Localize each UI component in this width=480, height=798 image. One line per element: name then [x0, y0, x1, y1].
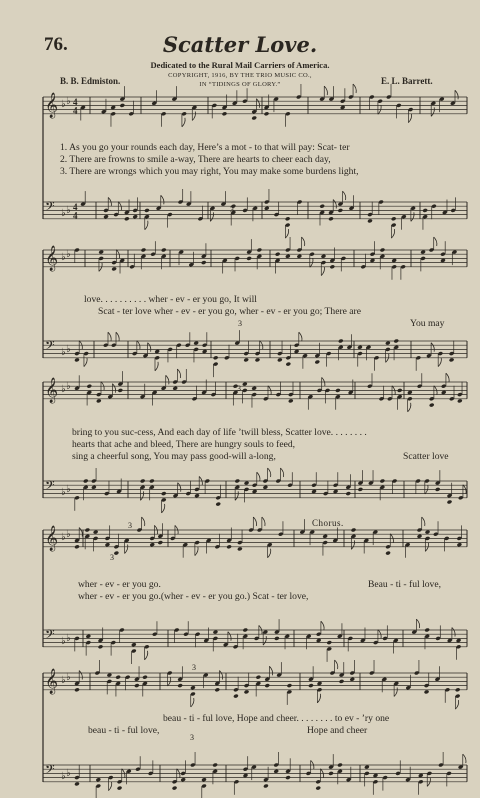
note-flag — [391, 229, 394, 238]
note-flag — [148, 343, 151, 352]
composer: E. L. Barrett. — [381, 76, 433, 86]
verse-3: 3. There are wrongs which you may right, You may make some burdens light, — [60, 166, 359, 177]
flat-sign: ♭ — [66, 529, 71, 540]
note-flag — [253, 517, 256, 526]
notehead — [287, 683, 293, 688]
notehead — [243, 773, 249, 778]
note-flag — [343, 191, 346, 200]
note-flag — [335, 660, 338, 669]
hymn-title: Scatter Love. — [162, 32, 318, 57]
notehead — [131, 642, 137, 647]
time-sig-top: 4 — [73, 97, 78, 107]
note-flag — [438, 358, 441, 367]
notehead — [244, 481, 250, 486]
note-flag — [285, 229, 288, 238]
notehead — [237, 546, 243, 551]
clef-treble: 𝄞 — [45, 246, 59, 271]
note-flag — [161, 195, 164, 204]
note-flag — [140, 491, 143, 500]
notehead — [351, 528, 357, 533]
flat-sign: ♭ — [61, 636, 66, 647]
notehead — [172, 786, 178, 791]
notehead — [308, 683, 314, 688]
flat-sign: ♭ — [61, 771, 66, 782]
notehead — [385, 341, 391, 346]
notehead — [418, 773, 424, 778]
notehead — [124, 216, 130, 221]
clef-treble: 𝄞 — [45, 378, 59, 403]
flat-sign: ♭ — [61, 347, 66, 358]
note-flag — [321, 621, 324, 630]
notehead — [149, 542, 155, 547]
note-flag — [408, 403, 411, 412]
verse-1: 1. As you go your rounds each day, Here’s a mot - to that will pay: Scat- ter — [60, 142, 350, 153]
note-flag — [108, 332, 111, 341]
notehead — [345, 491, 351, 496]
notehead — [424, 628, 430, 633]
flat-sign: ♭ — [66, 205, 71, 216]
notehead — [257, 248, 263, 253]
notehead — [172, 386, 178, 391]
notehead — [322, 534, 328, 539]
notehead — [201, 777, 207, 782]
notehead — [96, 398, 102, 403]
notehead — [314, 360, 320, 365]
time-sig-top: 4 — [73, 202, 78, 212]
note-flag — [351, 540, 354, 549]
note-flag — [455, 90, 458, 99]
notehead — [338, 339, 344, 344]
note-flag — [411, 212, 414, 221]
notehead — [117, 786, 123, 791]
note-flag — [142, 517, 145, 526]
notehead — [440, 258, 446, 263]
notehead — [263, 784, 269, 789]
note-flag — [155, 362, 158, 371]
notehead — [120, 103, 126, 108]
note-flag — [431, 343, 434, 352]
notehead — [107, 673, 113, 678]
note-flag — [280, 468, 283, 477]
notehead — [264, 206, 270, 211]
notehead — [161, 248, 167, 253]
notehead — [315, 786, 321, 791]
sys5-line2b: Hope and cheer — [307, 725, 368, 736]
note-flag — [182, 118, 185, 127]
note-flag — [162, 504, 165, 513]
notehead — [86, 634, 92, 639]
notehead — [425, 530, 431, 535]
notehead — [255, 357, 261, 362]
notehead — [118, 388, 124, 393]
note-flag — [394, 688, 397, 697]
notehead — [142, 675, 148, 680]
flat-sign: ♭ — [66, 672, 71, 683]
notehead — [435, 487, 441, 492]
flat-sign: ♭ — [66, 484, 71, 495]
notehead — [233, 694, 239, 699]
sys4-line1: wher - ev - er you go. — [78, 579, 161, 590]
notehead — [110, 105, 116, 110]
copyright-line1: COPYRIGHT, 1916, BY THE TRIO MUSIC CO., — [168, 72, 312, 79]
notehead — [161, 491, 167, 496]
note-flag — [422, 517, 425, 526]
notehead — [429, 403, 435, 408]
sys3-line1: bring to you suc-cess, And each day of life ’twill bless, Scatter love. . . . . . . . — [72, 427, 367, 438]
notehead — [83, 479, 89, 484]
notehead — [337, 763, 343, 768]
note-flag — [317, 694, 320, 703]
lyricist: B. B. Edmiston. — [60, 76, 121, 86]
notehead — [95, 777, 101, 782]
note-flag — [446, 373, 449, 382]
notehead — [180, 777, 186, 782]
notehead — [154, 349, 160, 354]
note-flag — [210, 212, 213, 221]
note-flag — [408, 114, 411, 123]
notehead — [157, 540, 163, 545]
notehead — [132, 214, 138, 219]
sys2-line3: You may — [410, 318, 445, 329]
verse-2: 2. There are frowns to smile a-way, There are hearts to cheer each day, — [60, 154, 331, 165]
notehead — [222, 111, 228, 116]
flat-sign: ♭ — [66, 96, 71, 107]
clef-treble: 𝄞 — [45, 93, 59, 118]
notehead — [335, 388, 341, 393]
notehead — [288, 398, 294, 403]
notehead — [424, 689, 430, 694]
notehead — [297, 254, 303, 259]
notehead — [339, 679, 345, 684]
note-flag — [268, 468, 271, 477]
notehead — [316, 638, 322, 643]
notehead — [328, 216, 334, 221]
clef-bass: 𝄢 — [45, 338, 55, 356]
note-flag — [321, 267, 324, 276]
clef-bass: 𝄢 — [45, 199, 55, 217]
notehead — [74, 544, 80, 549]
flat-sign: ♭ — [61, 487, 66, 498]
notehead — [115, 675, 121, 680]
notehead — [397, 388, 403, 393]
flat-sign: ♭ — [61, 252, 66, 263]
notehead — [194, 493, 200, 498]
notehead — [457, 542, 463, 547]
notehead — [226, 544, 232, 549]
triplet-mark: 3 — [110, 553, 114, 562]
notehead — [213, 630, 219, 635]
notehead — [103, 214, 109, 219]
notehead — [391, 216, 397, 221]
notehead — [274, 636, 280, 641]
notehead — [370, 258, 376, 263]
note-flag — [79, 671, 82, 680]
time-sig-bottom: 4 — [73, 210, 78, 221]
triplet-mark: 3 — [237, 384, 241, 393]
sys4-line2: wher - ev - er you go.(wher - ev - er you go.) Scat - ter love, — [78, 591, 309, 602]
note-flag — [463, 754, 466, 763]
notehead — [364, 765, 370, 770]
flat-sign: ♭ — [61, 99, 66, 110]
flat-sign: ♭ — [61, 208, 66, 219]
note-flag — [191, 698, 194, 707]
notehead — [105, 542, 111, 547]
clef-bass: 𝄢 — [45, 478, 55, 496]
note-flag — [84, 358, 87, 367]
flat-sign: ♭ — [66, 249, 71, 260]
triplet-mark: 3 — [230, 205, 234, 214]
note-flag — [257, 472, 260, 481]
notehead — [111, 266, 117, 271]
notehead — [333, 489, 339, 494]
note-flag — [235, 491, 238, 500]
notehead — [98, 644, 104, 649]
notehead — [215, 502, 221, 507]
notehead — [329, 264, 335, 269]
notehead — [456, 638, 462, 643]
notehead — [214, 687, 220, 692]
notehead — [252, 489, 258, 494]
notehead — [357, 345, 363, 350]
flat-sign: ♭ — [66, 344, 71, 355]
note-flag — [177, 369, 180, 378]
notehead — [349, 677, 355, 682]
note-flag — [178, 483, 181, 492]
note-flag — [192, 112, 195, 121]
notehead — [455, 687, 461, 692]
note-flag — [431, 107, 434, 116]
notehead — [212, 763, 218, 768]
notehead — [85, 528, 91, 533]
note-flag — [455, 700, 458, 709]
notehead — [317, 681, 323, 686]
notehead — [393, 339, 399, 344]
flat-sign: ♭ — [66, 633, 71, 644]
triplet-mark: 3 — [238, 319, 242, 328]
sys3-line3: sing a cheerful song, You may pass good-will a-long, — [72, 451, 276, 462]
note-flag — [268, 549, 271, 558]
notehead — [380, 479, 386, 484]
sys2-line2: Scat - ter love wher - ev - er you go, wher - ev - er you go; There are — [98, 306, 362, 317]
notehead — [277, 357, 283, 362]
note-flag — [434, 237, 437, 246]
clef-bass: 𝄢 — [45, 762, 55, 780]
notehead — [447, 500, 453, 505]
note-flag — [256, 99, 259, 108]
notehead — [422, 208, 428, 213]
note-flag — [79, 528, 82, 537]
notehead — [373, 773, 379, 778]
notehead — [244, 689, 250, 694]
notehead — [285, 254, 291, 259]
notehead — [140, 479, 146, 484]
notehead — [98, 250, 104, 255]
notehead — [149, 479, 155, 484]
notehead — [91, 485, 97, 490]
notehead — [251, 386, 257, 391]
notehead — [358, 487, 364, 492]
note-flag — [299, 332, 302, 341]
note-flag — [302, 237, 305, 246]
clef-treble: 𝄞 — [45, 526, 59, 551]
notehead — [190, 685, 196, 690]
notehead — [177, 683, 183, 688]
notehead — [311, 489, 317, 494]
triplet-mark: 3 — [190, 733, 194, 742]
notehead — [338, 208, 344, 213]
notehead — [264, 111, 270, 116]
note-flag — [333, 200, 336, 209]
notehead — [256, 675, 262, 680]
notehead — [457, 398, 463, 403]
notehead — [285, 775, 291, 780]
flat-sign: ♭ — [61, 384, 66, 395]
clef-bass: 𝄢 — [45, 627, 55, 645]
note-flag — [416, 619, 419, 628]
notehead — [417, 534, 423, 539]
note-flag — [324, 86, 327, 95]
flat-sign: ♭ — [61, 532, 66, 543]
note-flag — [228, 632, 231, 641]
notehead — [273, 769, 279, 774]
flat-sign: ♭ — [61, 675, 66, 686]
notehead — [86, 384, 92, 389]
note-flag — [109, 782, 112, 791]
notehead — [380, 248, 386, 253]
notehead — [391, 258, 397, 263]
note-flag — [166, 375, 169, 384]
notehead — [134, 683, 140, 688]
note-flag — [125, 545, 128, 554]
notehead — [319, 204, 325, 209]
notehead — [74, 357, 80, 362]
time-sig-bottom: 4 — [73, 105, 78, 116]
notehead — [213, 355, 219, 360]
notehead — [242, 628, 248, 633]
flat-sign: ♭ — [66, 381, 71, 392]
notehead — [275, 252, 281, 257]
notehead — [114, 551, 120, 556]
notehead — [285, 362, 291, 367]
note-flag — [263, 636, 266, 645]
notehead — [141, 248, 147, 253]
note-flag — [195, 547, 198, 556]
sys2-line1: love. . . . . . . . . . wher - ev - er you go, It will — [84, 294, 257, 305]
note-flag — [353, 84, 356, 93]
notehead — [407, 390, 413, 395]
notehead — [264, 683, 270, 688]
chorus-label: Chorus. — [312, 518, 344, 528]
notehead — [74, 687, 80, 692]
triplet-mark: 3 — [192, 663, 196, 672]
sys5-line2: beau - ti - ful love, — [88, 725, 160, 736]
notehead — [201, 260, 207, 265]
note-flag — [116, 332, 119, 341]
notehead — [193, 341, 199, 346]
sys3-line3b: Scatter love — [403, 451, 449, 462]
notehead — [251, 116, 257, 121]
note-flag — [269, 666, 272, 675]
notehead — [340, 105, 346, 110]
notehead — [243, 357, 249, 362]
notehead — [294, 349, 300, 354]
notehead — [321, 254, 327, 259]
notehead — [449, 357, 455, 362]
sys5-line1: beau - ti - ful love, Hope and cheer. . . . . . . . to ev - ’ry one — [163, 713, 390, 724]
notehead — [285, 216, 291, 221]
sys3-line2: hearts that ache and bleed, There are hungry souls to feed, — [72, 439, 296, 450]
copyright-line2: IN “TIDINGS OF GLORY.” — [199, 81, 281, 88]
notehead — [326, 640, 332, 645]
clef-treble: 𝄞 — [45, 669, 59, 694]
notehead — [420, 250, 426, 255]
note-flag — [145, 651, 148, 660]
notehead — [367, 218, 373, 223]
notehead — [234, 479, 240, 484]
note-flag — [145, 221, 148, 230]
notehead — [202, 349, 208, 354]
note-flag — [452, 628, 455, 637]
notehead — [144, 208, 150, 213]
flat-sign: ♭ — [66, 768, 71, 779]
hymn-number: 76. — [44, 34, 68, 55]
triplet-mark: 3 — [128, 521, 132, 530]
notehead — [263, 485, 269, 490]
note-flag — [262, 517, 265, 526]
note-flag — [219, 671, 222, 680]
notehead — [441, 390, 447, 395]
dedication: Dedicated to the Rural Mail Carriers of America. — [150, 60, 330, 70]
notehead — [246, 256, 252, 261]
sys4-line1b: Beau - ti - ful love, — [368, 579, 441, 590]
note-flag — [112, 384, 115, 393]
notehead — [385, 551, 391, 556]
notehead — [93, 530, 99, 535]
notehead — [328, 771, 334, 776]
notehead — [242, 382, 248, 387]
notehead — [74, 781, 80, 786]
